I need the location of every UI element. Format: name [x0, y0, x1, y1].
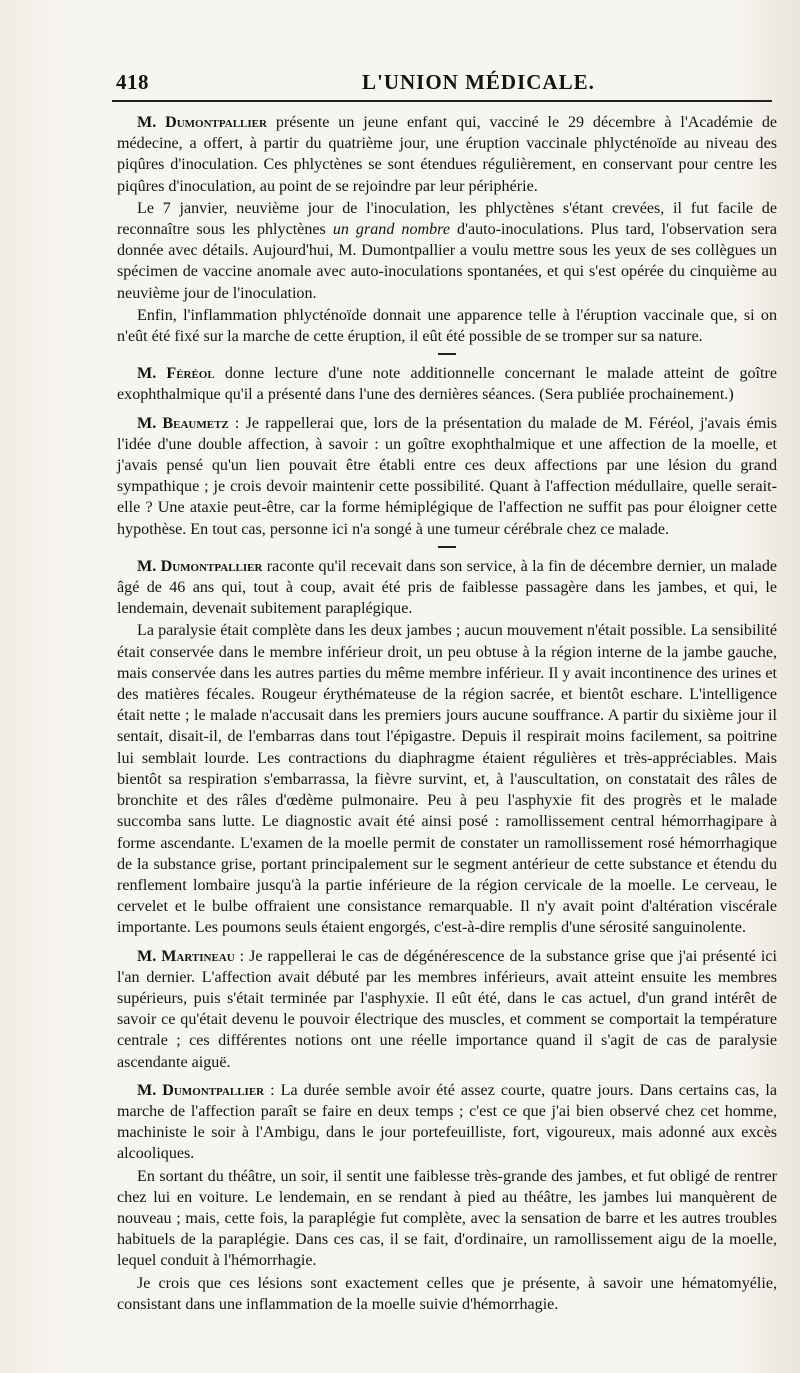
speaker-name: M. Dumontpallier	[137, 557, 263, 575]
paragraph	[117, 198, 777, 304]
page-number: 418	[116, 70, 149, 94]
speaker-name: M. Beaumetz	[137, 414, 229, 432]
paragraph	[117, 556, 777, 620]
paragraph-text: En sortant du théâtre, un soir, il sentit une faiblesse très-grande des jambes, et fut obligé de rentrer chez lui en voiture. Le lendemain, en se rendant à pied au théâtre, les jambes lui manquèrent de nouveau ; mais, cette fois, la paraplégie fut complète, avec la sensation de barre et les autres troubles habituels de la paraplégie. Dans ces cas, il se fait, d'ordinaire, un ramollissement aigu de la moelle, lequel conduit à l'hémorrhagie.	[117, 1167, 777, 1270]
paragraph-text: Je crois que ces lésions sont exactement celles que je présente, à savoir une hématomyélie, consistant dans une inflammation de la moelle suivie d'hémorrhagie.	[117, 1274, 777, 1313]
speaker-name: M. Dumontpallier	[137, 114, 267, 131]
paragraph-text: Le 7 janvier, neuvième jour de l'inoculation, les phlyctènes s'étant crevées, il fut facile de reconnaître sous les phlyctènes	[117, 199, 777, 239]
paragraph	[117, 1166, 777, 1272]
header-rule	[112, 100, 772, 102]
paragraph-text: : Je rappellerai que, lors de la présentation du malade de M. Féréol, j'avais émis l'idée d'une double affection, à savoir : un goître exophthalmique et une affection de la moelle, et j'avais pensé qu'un lien pouvait être établi entre ces deux affections par une lésion du grand sympathique ; je crois devoir maintenir cette possibilité. Quant à l'affection médullaire, quelle serait-elle ? Une ataxie peut-être, car la forme hémiplégique de l'affection ne suffit pas pour éloigner cette hypothèse. En tout cas, personne ici n'a songé à une tumeur cérébrale chez ce malade.	[117, 414, 777, 538]
paragraph-text: : Je rappellerai le cas de dégénérescence de la substance grise que j'ai présenté ici l'an dernier. L'affection avait débuté par les membres inférieurs, avait atteint ensuite les membres supérieurs, puis s'était terminée par l'asphyxie. Il eût été, dans le cas actuel, d'un grand intérêt de savoir ce qu'était devenu le pouvoir électrique des muscles, et comment se comportait la température centrale ; ces différentes notions ont une réelle importance quand il s'agit de cas de paralysie ascendante aiguë.	[117, 947, 778, 1071]
paragraph	[117, 1273, 777, 1315]
paragraph	[117, 413, 777, 540]
body-text	[117, 112, 777, 1316]
paragraph	[117, 946, 777, 1073]
running-header	[112, 64, 774, 94]
paragraph	[117, 363, 777, 405]
paragraph	[117, 620, 777, 938]
speaker-name: M. Féréol	[137, 365, 215, 383]
section-separator	[438, 546, 456, 548]
section-separator	[438, 353, 456, 355]
emphasized-text: un grand nombre	[332, 221, 450, 239]
paragraph-text: d'auto-inoculations. Plus tard, l'observation sera donnée avec détails. Aujourd'hui, M. Dumontpallier a voulu mettre sous les yeux de ses collègues un spécimen de vaccine anomale avec auto-inoculations spontanées, et qui s'est opérée du cinquième au neuvième jour de l'inoculation.	[117, 221, 777, 302]
speaker-name: M. Martineau	[137, 947, 235, 965]
paragraph-text: présente un jeune enfant qui, vacciné le 29 décembre à l'Académie de médecine, a offert, à partir du quatrième jour, une éruption vaccinale phlycténoïde au niveau des piqûres d'inoculation. Ces phlyctènes se sont étendues régulièrement, en conservant pour centre les piqûres d'inoculation, au point de se rejoindre par leur périphérie.	[117, 114, 778, 195]
paragraph-text: donne lecture d'une note additionnelle concernant le malade atteint de goître exophthalmique qu'il a présenté dans l'une des dernières séances. (Sera publiée prochainement.)	[117, 365, 777, 404]
paragraph	[117, 112, 777, 197]
paragraph	[117, 1080, 777, 1165]
journal-title: L'UNION MÉDICALE.	[362, 70, 595, 94]
paragraph-text: raconte qu'il recevait dans son service, à la fin de décembre dernier, un malade âgé de 46 ans qui, tout à coup, avait été pris de faiblesse passagère dans les jambes, et qui, le lendemain, devenait subitement paraplégique.	[117, 557, 778, 618]
paragraph-text: Enfin, l'inflammation phlycténoïde donnait une apparence telle à l'éruption vaccinale que, si on n'eût été fixé sur la marche de cette éruption, il eût été possible de se tromper sur sa nature.	[117, 306, 777, 346]
paragraph	[117, 305, 777, 347]
paragraph-text: La paralysie était complète dans les deux jambes ; aucun mouvement n'était possible. La sensibilité était conservée dans le membre inférieur droit, un peu obtuse à la région interne de la jambe gauche, mais conservée dans les autres parties du même membre inférieur. Il y avait incontinence des urines et des matières fécales. Rougeur érythémateuse de la région sacrée, et bientôt eschare. L'intelligence était nette ; le malade n'accusait dans les premiers jours aucune souffrance. A partir du sixième jour il sentait, disait-il, de l'embarras dans tout l'épigastre. Depuis il respirait moins facilement, sa poitrine lui semblait lourde. Les contractions du diaphragme étaient régulières et très-appréciables. Mais bientôt sa respiration s'embarrassa, la fièvre survint, et, à l'auscultation, on constatait des râles de bronchite et des râles d'œdème pulmonaire. Peu à peu l'asphyxie fit des progrès et le malade succomba sans lutte. Le diagnostic avait été ainsi posé : ramollissement central hémorrhagipare à forme ascendante. L'examen de la moelle permit de constater un ramollissement rosé hémorrhagique de la substance grise, portant principalement sur le segment antérieur de cette substance et étendu du renflement lombaire jusqu'à la partie inférieure de la région cervicale de la moelle. Le cerveau, le cervelet et le bulbe offraient une consistance remarquable. Il n'y avait point d'altération viscérale importante. Les poumons seuls étaient engorgés, c'est-à-dire remplis d'une sérosité sanguinolente.	[117, 622, 777, 937]
paragraph-text: : La durée semble avoir été assez courte, quatre jours. Dans certains cas, la marche de l'affection paraît se faire en deux temps ; c'est ce que j'ai bien observé chez cet homme, machiniste le soir à l'Ambigu, dans le jour portefeuilliste, fort, vigoureux, mais adonné aux excès alcooliques.	[117, 1081, 777, 1163]
speaker-name: M. Dumontpallier	[137, 1081, 265, 1099]
